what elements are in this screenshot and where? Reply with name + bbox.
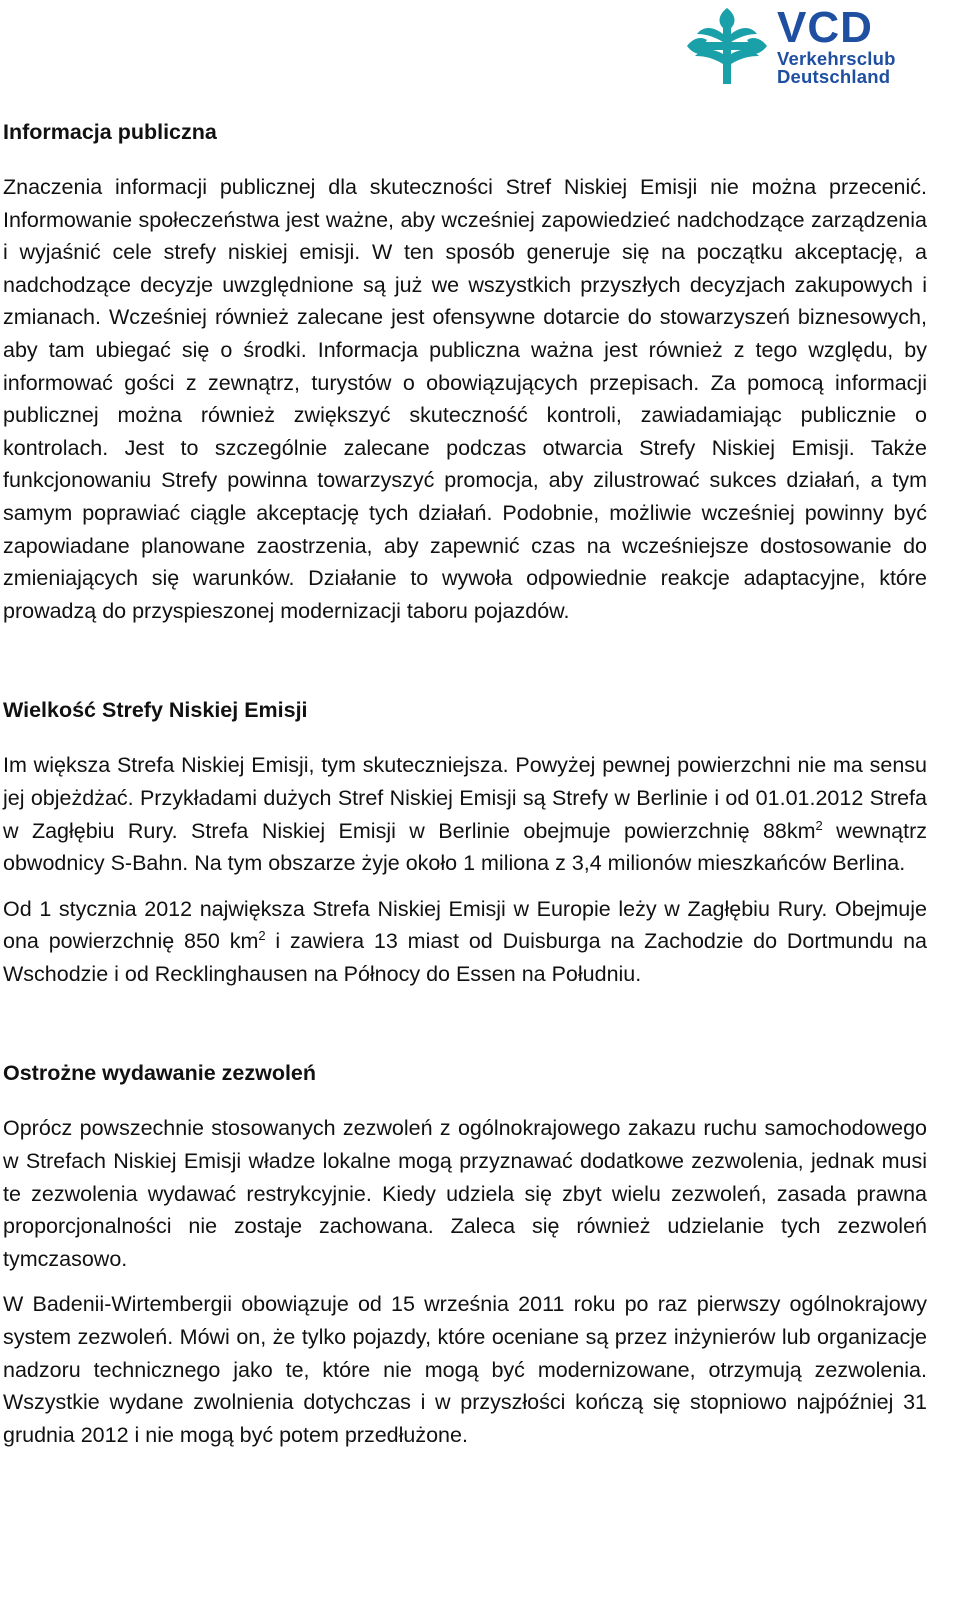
section-heading-zone-size: Wielkość Strefy Niskiej Emisji (3, 698, 308, 723)
document-body (3, 113, 927, 1451)
logo-line-2: Deutschland (777, 66, 891, 87)
section-heading-permits: Ostrożne wydawanie zezwoleń (3, 1061, 317, 1086)
paragraph-permits-general: Oprócz powszechnie stosowanych zezwoleń z ogólnokrajowego zakazu ruchu samochodowego w Strefach Niskiej Emisji władze lokalne mogą przyznawać dodatkowe zezwolenia, jednak musi te zezwolenia wydawać restrykcyjnie. Kiedy udziela się zbyt wielu zezwoleń, zasada prawna proporcjonalności nie zostaje zachowana. Zaleca się również udzielanie tych zezwoleń tymczasowo. (3, 1116, 927, 1271)
vcd-logo (683, 4, 930, 88)
vcd-leaf-cross-icon (683, 4, 771, 88)
paragraph-public-information: Znaczenia informacji publicznej dla skuteczności Stref Niskiej Emisji nie można przecenić. Informowanie społeczeństwa jest ważne, aby wcześniej zapowiedzieć nadchodzące zarządzenia i wyjaśnić cele strefy niskiej emisji. W ten sposób generuje się na początku akceptację, a nadchodzące decyzje uwzględnione są już we wszystkich przyszłych decyzjach zakupowych i zmianach. Wcześniej również zalecane jest ofensywne dotarcie do stowarzyszeń biznesowych, aby tam ubiegać się o środki. Informacja publiczna ważna jest również z tego względu, by informować gości z zewnątrz, turystów o obowiązujących przepisach. Za pomocą informacji publicznej można również zwiększyć skuteczność kontroli, zawiadamiając publicznie o kontrolach. Jest to szczególnie zalecane podczas otwarcia Strefy Niskiej Emisji. Także funkcjonowaniu Strefy powinna towarzyszyć promocja, aby zilustrować sukces działań, a tym samym poprawiać ciągle akceptację tych działań. Podobnie, możliwie wcześniej powinny być zapowiadane planowane zaostrzenia, aby zapewnić czas na wcześniejsze dostosowanie do zmieniających się warunków. Działanie to wywoła odpowiednie reakcje adaptacyjne, które prowadzą do przyspieszonej modernizacji taboru pojazdów. (3, 175, 927, 623)
logo-acronym: VCD (777, 2, 873, 52)
paragraph-zone-size-ruhr: Od 1 stycznia 2012 największa Strefa Niskiej Emisji w Europie leży w Zagłębiu Rury. Obejmuje ona powierzchnię 850 $km^2$ i zawiera 13 miast od Duisburga na Zachodzie do Dortmundu na Wschodzie i od Recklinghausen na Północy do Essen na Południu. (3, 896, 927, 986)
logo-line-1: Verkehrsclub (777, 47, 896, 69)
paragraph-zone-size-berlin: Im większa Strefa Niskiej Emisji, tym skuteczniejsza. Powyżej pewnej powierzchni nie ma sensu jej objeżdżać. Przykładami dużych Stref Niskiej Emisji są Strefy w Berlinie i od 01.01.2012 Strefa w Zagłębiu Rury. Strefa Niskiej Emisji w Berlinie obejmuje powierzchnię $88km^2$ wewnątrz obwodnicy S-Bahn. Na tym obszarze żyje około 1 miliona z 3,4 milionów mieszkańców Berlina. (3, 753, 927, 876)
paragraph-permits-baden-wurttemberg: W Badenii-Wirtembergii obowiązuje od 15 września 2011 roku po raz pierwszy ogólnokrajowy system zezwoleń. Mówi on, że tylko pojazdy, które oceniane są przez inżynierów lub organizacje nadzoru technicznego jako te, które nie mogą być modernizowane, otrzymują zezwolenia. Wszystkie wydane zwolnienia dotychczas i w przyszłości kończą się stopniowo najpóźniej 31 grudnia 2012 i nie mogą być potem przedłużone. (3, 1292, 927, 1447)
section-heading-public-information: Informacja publiczna (3, 120, 217, 144)
vcd-wordmark (777, 2, 896, 87)
